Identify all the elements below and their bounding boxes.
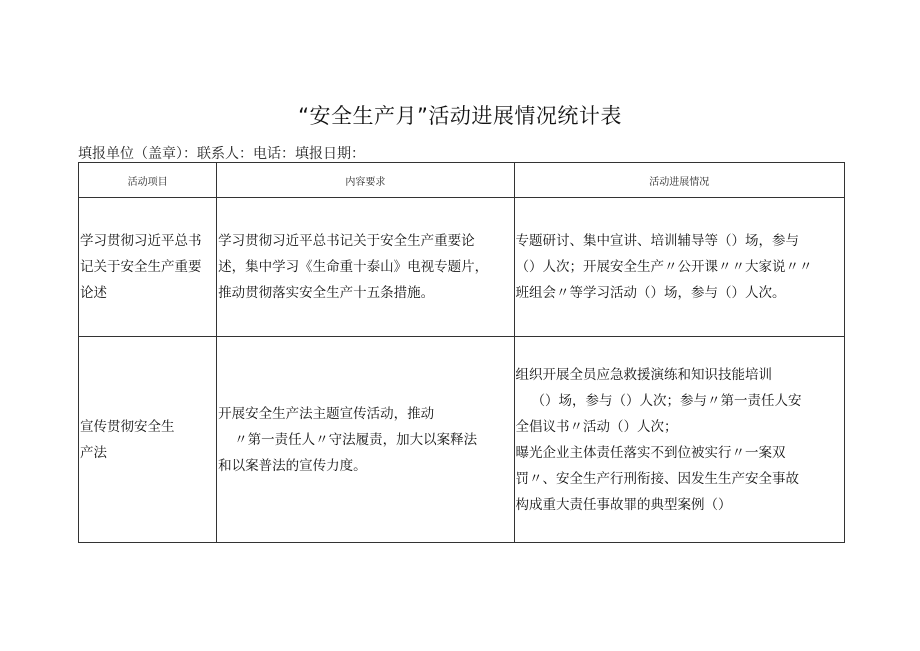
cell-line: 罚〃、安全生产行刑衔接、因发生生产安全事故 bbox=[515, 470, 800, 487]
table-header-row bbox=[79, 163, 845, 198]
header-content-requirement: 内容要求 bbox=[217, 163, 514, 198]
page-title: “安全生产月”活动进展情况统计表 bbox=[298, 104, 622, 128]
content-requirement-cell bbox=[217, 337, 514, 543]
cell-line: 述，集中学习《生命重十泰山》电视专题片， bbox=[218, 259, 489, 275]
cell-line: 〃第一责任人〃守法履责，加大以案释法 bbox=[234, 431, 478, 448]
table-row bbox=[79, 198, 845, 337]
info-line: 填报单位（盖章）：联系人：电话：填报日期： bbox=[78, 146, 365, 162]
table-row bbox=[79, 337, 845, 543]
cell-line: 构成重大责任事故罪的典型案例（） bbox=[515, 496, 732, 513]
cell-line: 全倡议书〃活动（）人次； bbox=[515, 418, 678, 435]
statistics-table bbox=[78, 162, 845, 543]
cell-line: 开展安全生产法主题宣传活动，推动 bbox=[218, 405, 435, 422]
cell-line: 和以案普法的宣传力度。 bbox=[218, 457, 367, 474]
cell-line: （）场，参与（）人次；参与〃第一责任人安 bbox=[531, 392, 802, 409]
cell-line: 专题研讨、集中宣讲、培训辅导等（）场，参与 bbox=[515, 233, 800, 249]
cell-line: 学习贯彻习近平总书 bbox=[80, 233, 202, 249]
cell-line: 宣传贯彻安全生 bbox=[80, 418, 175, 435]
activity-progress-cell bbox=[514, 337, 844, 543]
cell-line: 班组会〃等学习活动（）场，参与（）人次。 bbox=[515, 285, 786, 301]
activity-item-cell bbox=[79, 198, 217, 337]
content-requirement-cell bbox=[217, 198, 514, 337]
header-activity-progress: 活动进展情况 bbox=[514, 163, 844, 198]
cell-line: 记关于安全生产重要 bbox=[80, 259, 202, 275]
cell-line: 学习贯彻习近平总书记关于安全生产重要论 bbox=[218, 233, 475, 249]
cell-line: （）人次；开展安全生产〃公开课〃〃大家说〃〃 bbox=[515, 259, 813, 275]
cell-line: 产法 bbox=[80, 444, 107, 461]
cell-line: 推动贯彻落实安全生产十五条措施。 bbox=[218, 285, 435, 301]
activity-item-cell bbox=[79, 337, 217, 543]
cell-line: 组织开展全员应急救援演练和知识技能培训 bbox=[515, 366, 773, 383]
header-activity-item: 活动项目 bbox=[79, 163, 217, 198]
activity-progress-cell bbox=[514, 198, 844, 337]
cell-line: 曝光企业主体责任落实不到位被实行〃一案双 bbox=[515, 444, 786, 461]
cell-line: 论述 bbox=[80, 285, 107, 301]
